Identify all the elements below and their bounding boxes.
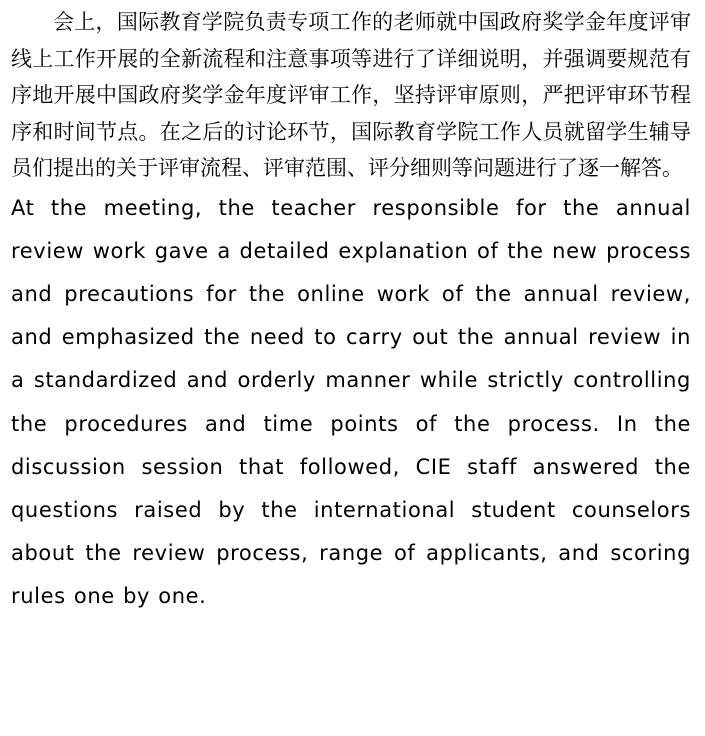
paragraph-chinese: 会上，国际教育学院负责专项工作的老师就中国政府奖学金年度评审线上工作开展的全新流程和注意事项等进行了详细说明，并强调要规范有序地开展中国政府奖学金年度评审工作，坚持评审原则，严把评审环节程序和时间节点。在之后的讨论环节，国际教育学院工作人员就留学生辅导员们提出的关于评审流程、评审范围、评分细则等问题进行了逐一解答。 (11, 10, 691, 180)
paragraph-english: At the meeting, the teacher responsible for the annual review work gave a detailed explanation of the new process and precautions for the online work of the annual review, and emphasized the need to carry out the annual review in a standardized and orderly manner while strictly controlling the procedures and time points of the process. In the discussion session that followed, CIE staff answered the questions raised by the international student counselors about the review process, range of applicants, and scoring rules one by one. (11, 195, 691, 609)
document-body (11, 0, 691, 619)
